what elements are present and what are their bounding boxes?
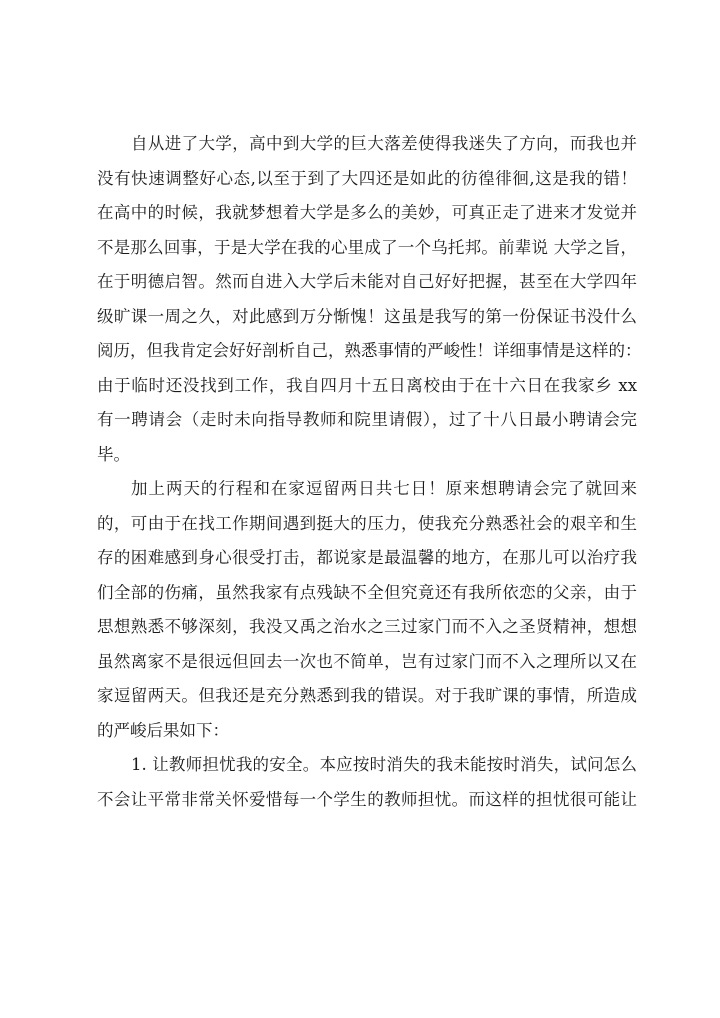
paragraph-2-line-2: 的，可由于在找工作期间遇到挺大的压力，使我充分熟悉社会的艰辛和生 xyxy=(97,513,637,533)
paragraph-1-line-10: 毕。 xyxy=(97,444,130,464)
document-body xyxy=(97,127,642,817)
paragraph-1-line-2: 没有快速调整好心态,以至于到了大四还是如此的彷徨徘徊,这是我的错！ xyxy=(97,168,637,188)
paragraph-1-line-8: 由于临时还没找到工作，我自四月十五日离校由于在十六日在我家乡 xx xyxy=(97,375,637,395)
paragraph-2-line-4: 们全部的伤痛，虽然我家有点残缺不全但究竟还有我所依恋的父亲，由于 xyxy=(97,582,637,602)
paragraph-1-line-9: 有一聘请会（走时未向指导教师和院里请假），过了十八日最小聘请会完 xyxy=(97,410,637,429)
paragraph-2-line-1: 加上两天的行程和在家逗留两日共七日！原来想聘请会完了就回来 xyxy=(131,479,637,498)
paragraph-1-line-5: 在于明德启智。然而自进入大学后未能对自己好好把握，甚至在大学四年 xyxy=(97,272,637,291)
paragraph-2-line-6: 虽然离家不是很远但回去一次也不简单，岂有过家门而不入之理所以又在 xyxy=(97,651,637,671)
paragraph-1-line-7: 阅历，但我肯定会好好剖析自己，熟悉事情的严峻性！详细事情是这样的： xyxy=(97,341,642,360)
paragraph-2-line-3: 存的困难感到身心很受打击，都说家是最温馨的地方，在那儿可以治疗我 xyxy=(97,548,637,567)
paragraph-2-line-5: 思想熟悉不够深刻，我没又禹之治水之三过家门而不入之圣贤精神，想想 xyxy=(97,617,637,636)
paragraph-2-line-8: 的严峻后果如下： xyxy=(97,720,229,740)
paragraph-2-line-7: 家逗留两天。但我还是充分熟悉到我的错误。对于我旷课的事情，所造成 xyxy=(97,686,637,705)
paragraph-3-line-2: 不会让平常非常关怀爱惜每一个学生的教师担忧。而这样的担忧很可能让 xyxy=(97,789,637,809)
paragraph-1-line-3: 在高中的时候，我就梦想着大学是多么的美妙，可真正走了进来才发觉并 xyxy=(97,203,637,222)
paragraph-1-line-6: 级旷课一周之久，对此感到万分惭愧！这虽是我写的第一份保证书没什么 xyxy=(97,306,637,326)
paragraph-1-line-4: 不是那么回事，于是大学在我的心里成了一个乌托邦。前辈说 大学之旨， xyxy=(97,237,637,257)
paragraph-1-line-1: 自从进了大学，高中到大学的巨大落差使得我迷失了方向，而我也并 xyxy=(131,134,637,153)
paragraph-3-line-1: 1. 让教师担忧我的安全。本应按时消失的我未能按时消失，试问怎么 xyxy=(131,755,637,774)
